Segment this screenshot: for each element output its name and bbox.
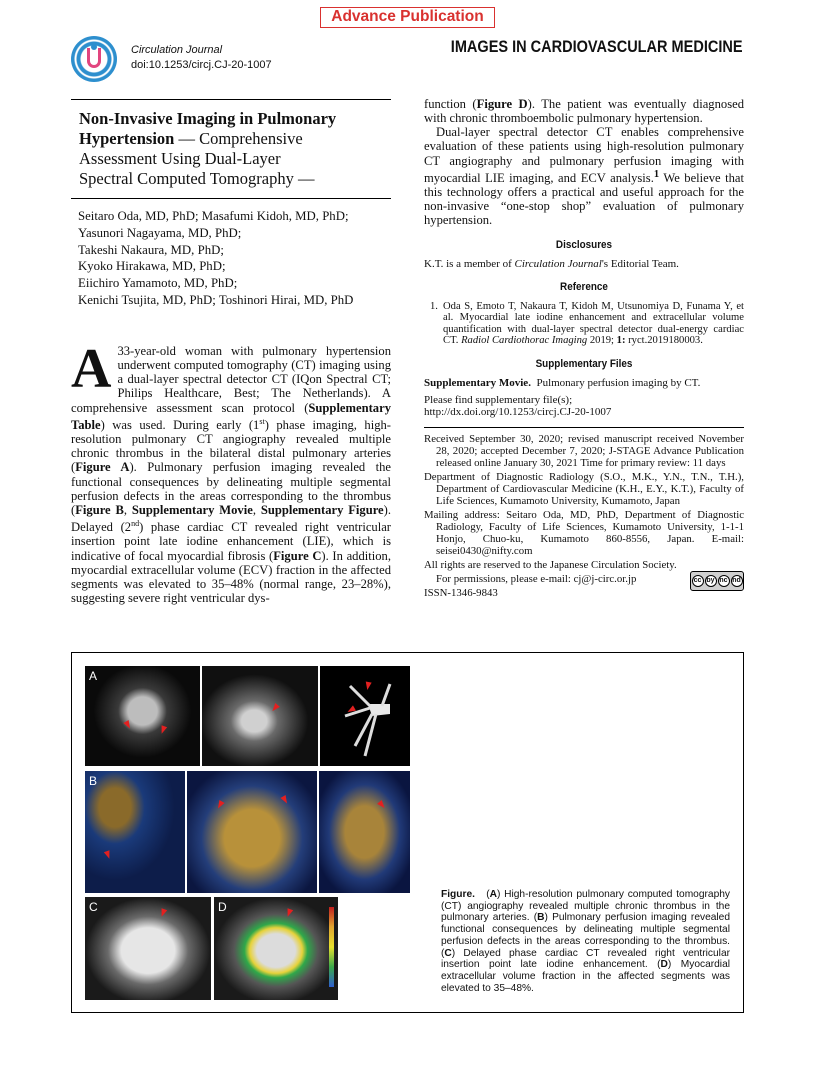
body-paragraph-1: A 33-year-old woman with pulmonary hypertension underwent computed tomography (CT) imaging using a dual-layer spectral detector CT (IQon Spectral CT; Philips Healthcare, Best; The Netherlands). A comprehensive assessment scan protocol (Supplementary Table) was used. During early (1st) phase imaging, high-resolution pulmonary CT angiography revealed multiple chronic thrombus in the bilateral distal pulmonary arteries (Figure A). Pulmonary perfusion imaging revealed the functional consequences by delineating multiple segmental perfusion defects in the areas corresponding to the thrombus (Figure B, Supplementary Movie, Supplementary Figure). Delayed (2nd) phase cardiac CT revealed right ventricular insertion point late iodine enhancement (LIE), which is indicative of focal myocardial fibrosis (Figure C). In addition, myocardial extracellular volume (ECV) fraction in the affected segments was elevated to 35–48% (normal range, 23–28%), suggesting severe right ventricular dys-	[71, 338, 391, 606]
title-column	[71, 99, 391, 309]
supp-table-link[interactable]: Supplementary Table	[71, 400, 391, 432]
department-affiliations: Department of Diagnostic Radiology (S.O., M.K., Y.N., T.N., T.H.), Department of Cardiovascular Medicine (K.H., E.Y., K.T.), Faculty of Life Sciences, Kumamoto University, Kumamoto, Japan	[424, 470, 744, 507]
figure-panel-a3	[320, 666, 410, 766]
circulation-journal-logo-icon	[71, 36, 117, 82]
mailing-address: Mailing address: Seitaro Oda, MD, PhD, Department of Diagnostic Radiology, Faculty of Life Sciences, Kumamoto University, 1-1-1 Honjo, Chuo-ku, Kumamoto 860-8556, Japan. E-mail: seisei0430@nifty.com	[424, 508, 744, 557]
section-heading: IMAGES IN CARDIOVASCULAR MEDICINE	[451, 38, 743, 56]
figure-panel-b1	[85, 771, 185, 893]
figure-box	[71, 652, 744, 1013]
figure-panel-c	[85, 897, 211, 1000]
article-meta	[424, 427, 744, 599]
supp-figure-link[interactable]: Supplementary Figure	[260, 502, 384, 517]
logo-dot	[91, 44, 97, 50]
drop-cap: A	[71, 338, 112, 400]
article-title-block	[71, 100, 391, 198]
panel-label-b: B	[89, 774, 98, 788]
supplementary-url[interactable]: http://dx.doi.org/10.1253/circj.CJ-20-1007	[424, 406, 612, 419]
disclosures-heading: Disclosures	[555, 238, 613, 251]
figure-c-ref[interactable]: Figure C	[273, 548, 322, 563]
author-list	[71, 199, 391, 309]
ecv-color-scale	[329, 907, 334, 987]
author-line: Kenichi Tsujita, MD, PhD; Toshinori Hirai, MD, PhD	[78, 292, 354, 307]
title-bold-line-1: Non-Invasive Imaging in Pulmonary	[79, 109, 337, 128]
author-line: Yasunori Nagayama, MD, PhD;	[78, 225, 242, 240]
figure-panel-b2	[187, 771, 317, 893]
journal-name: Circulation Journal	[131, 44, 223, 56]
disclosures-text: K.T. is a member of Circulation Journal's Editorial Team.	[424, 257, 679, 270]
figure-panel-a1	[85, 666, 200, 766]
author-line: Eiichiro Yamamoto, MD, PhD;	[78, 276, 238, 291]
figure-a-ref[interactable]: Figure A	[75, 460, 130, 475]
advance-publication-banner: Advance Publication	[320, 7, 495, 28]
author-line: Takeshi Nakaura, MD, PhD;	[78, 242, 224, 257]
received-dates: Received September 30, 2020; revised manuscript received November 28, 2020; accepted December 7, 2020; J-STAGE Advance Publication released online January 30, 2021 Time for primary review: 11 days	[424, 432, 744, 469]
figure-caption: Figure. (A) High-resolution pulmonary computed tomography (CT) angiography revealed multiple chronic thrombus in the pulmonary arteries. (B) Pulmonary perfusion imaging revealed functional consequences by delineating multiple segmental perfusion defects in the areas corresponding to the thrombus. (C) Delayed phase cardiac CT revealed right ventricular insertion point late iodine enhancement. (D) Myocardial extracellular volume fraction in the affected segments was elevated to 35–48%.	[441, 889, 730, 994]
author-line: Seitaro Oda, MD, PhD; Masafumi Kidoh, MD, PhD;	[78, 209, 349, 223]
figure-panel-d	[214, 897, 338, 1000]
perfusion-defect-arrow	[215, 800, 224, 810]
thrombus-arrow	[159, 725, 167, 735]
doi[interactable]: doi:10.1253/circj.CJ-20-1007	[131, 59, 272, 71]
logo-heart-mark	[87, 48, 101, 68]
perfusion-defect-arrow	[377, 800, 387, 810]
journal-info	[131, 43, 272, 73]
figure-d-ref[interactable]: Figure D	[476, 97, 528, 111]
supp-movie-link[interactable]: Supplementary Movie	[131, 502, 253, 517]
figure-panel-b3	[319, 771, 410, 893]
right-column	[424, 97, 744, 601]
panel-label-d: D	[218, 900, 227, 914]
figure-panel-a2	[202, 666, 318, 766]
issn: ISSN-1346-9843	[424, 586, 498, 599]
reference-item: 1. Oda S, Emoto T, Nakaura T, Kidoh M, Utsunomiya D, Funama Y, et al. Myocardial late iodine enhancement and extracellular volume quantification with dual-layer spectral detector dual-energy cardiac CT. Radiol Cardiothorac Imaging 2019; 1: ryct.2019180003.	[430, 300, 744, 347]
ecv-arrow	[285, 908, 293, 918]
supplementary-movie-entry: Supplementary Movie. Pulmonary perfusion imaging by CT.	[424, 377, 701, 390]
thrombus-arrow	[270, 703, 280, 713]
title-subtitle-2: Assessment Using Dual-Layer	[79, 149, 281, 168]
panel-label-a: A	[89, 669, 98, 683]
cc-license-icon: cc by nc nd	[690, 571, 744, 591]
title-subtitle-1: — Comprehensive	[174, 129, 303, 148]
reference-heading: Reference	[560, 281, 608, 294]
title-bold-line-2: Hypertension	[79, 129, 175, 148]
supplementary-find: Please find supplementary file(s);	[424, 393, 573, 406]
body-paragraph-3: Dual-layer spectral detector CT enables comprehensive evaluation of these patients using high-resolution pulmonary CT angiography and pulmonary perfusion imaging with myocardial LIE imaging, and ECV analysis.$^1$ We believe that this technology offers a practical and useful approach for the non-invasive “one-stop shop” evaluation of pulmonary hypertension.	[424, 125, 744, 228]
body-paragraph-2: function (Figure D). The patient was eventually diagnosed with chronic thromboembolic pulmonary hypertension.	[424, 97, 744, 126]
article-title	[79, 109, 383, 189]
lie-arrow	[159, 908, 167, 918]
figure-b-ref[interactable]: Figure B	[75, 502, 124, 517]
perfusion-defect-arrow	[280, 795, 289, 805]
rights-block	[424, 559, 744, 599]
author-line: Kyoko Hirakawa, MD, PhD;	[78, 259, 226, 274]
supplementary-heading: Supplementary Files	[535, 357, 633, 370]
panel-label-c: C	[89, 900, 98, 914]
rights-text: All rights are reserved to the Japanese Circulation Society.	[424, 558, 677, 571]
supplementary-movie-label[interactable]: Supplementary Movie.	[424, 377, 531, 390]
title-subtitle-3: Spectral Computed Tomography —	[79, 169, 315, 188]
thrombus-arrow	[123, 720, 132, 730]
perfusion-defect-arrow	[104, 850, 112, 860]
permissions-text: For permissions, please e-mail: cj@j-circ.or.jp	[436, 572, 637, 585]
